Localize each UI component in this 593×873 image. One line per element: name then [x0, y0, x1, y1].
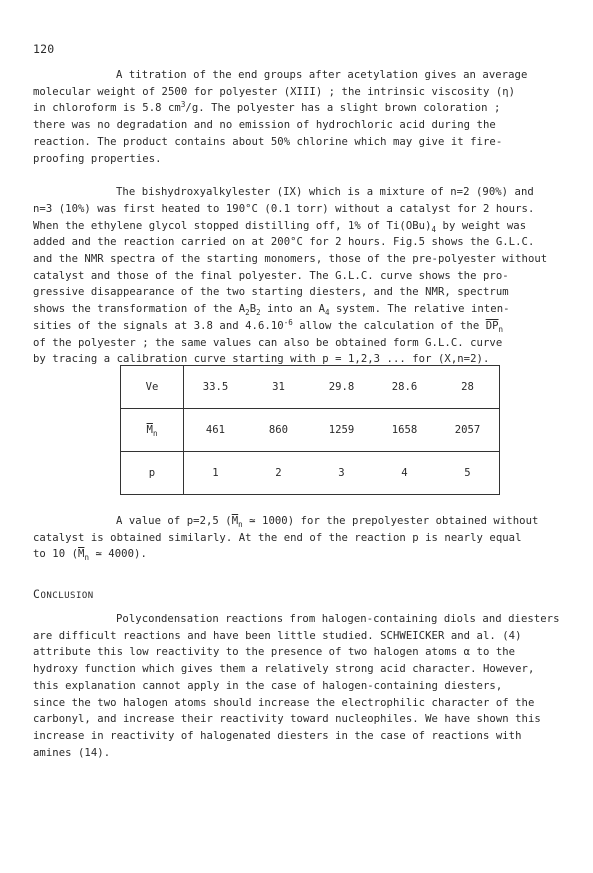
text-fragment: allow the calculation of the	[292, 319, 486, 332]
paragraph-bishydroxyalkylester	[33, 84, 563, 368]
page-number: 120	[33, 42, 55, 56]
text-line: added and the reaction carried on at 200°C for 2 hours. Fig.5 shows the G.L.C.	[33, 236, 535, 249]
text-line: attribute this low reactivity to the presence of two halogen atoms α to the	[33, 646, 516, 659]
mn-symbol: $\overline{M}$	[78, 548, 85, 561]
text-line	[33, 513, 563, 530]
subscript: n	[238, 520, 243, 529]
text-fragment: ≃ 1000) for the prepolyester obtained without	[242, 515, 539, 527]
text-line: gressive disappearance of the two starting diesters, and the NMR, spectrum	[33, 286, 509, 299]
table-cell: 2	[247, 452, 310, 495]
text-line: amines (14).	[33, 746, 111, 759]
table-cell: 1658	[373, 409, 436, 452]
heading-initial: C	[33, 587, 41, 601]
table-row-label: Ve	[121, 366, 184, 409]
subscript: 2	[256, 308, 261, 318]
table-cell: 29.8	[310, 366, 373, 409]
subscript: 2	[245, 308, 250, 318]
table-row	[121, 452, 500, 495]
text-line: Polycondensation reactions from halogen-containing diols and diesters	[116, 613, 560, 625]
text-line: by tracing a calibration curve starting with p = 1,2,3 ... for (X,n=2).	[33, 353, 490, 366]
text-fragment: B	[249, 303, 257, 316]
text-line	[33, 318, 563, 335]
subscript: n	[498, 324, 504, 334]
text-fragment: in chloroform is 5.8 cm	[33, 102, 181, 115]
table-cell: 461	[184, 409, 248, 452]
table-cell: 860	[247, 409, 310, 452]
text-fragment: system. The relative inten-	[329, 303, 510, 316]
table-cell: 1259	[310, 409, 373, 452]
text-line: n=3 (10%) was first heated to 190°C (0.1 torr) without a catalyst for 2 hours.	[33, 202, 535, 215]
table-row-label	[121, 409, 184, 452]
heading-rest: ONCLUSION	[40, 591, 94, 601]
text-fragment: to 10 (	[33, 548, 78, 561]
text-line: of the polyester ; the same values can also be obtained form G.L.C. curve	[33, 336, 503, 349]
mn-symbol: $\overline{M}$	[231, 515, 239, 527]
table-row	[121, 366, 500, 409]
paragraph-conclusion	[33, 611, 563, 761]
text-line: increase in reactivity of halogenated diesters in the case of reactions with	[33, 729, 522, 742]
text-line: there was no degradation and no emission of hydrochloric acid during the	[33, 119, 496, 132]
table-cell: 33.5	[184, 366, 248, 409]
text-fragment: A value of p=2,5 (	[116, 515, 232, 527]
text-line: reaction. The product contains about 50% chlorine which may give it fire-	[33, 135, 503, 148]
text-line	[33, 546, 563, 563]
table-cell: 1	[184, 452, 248, 495]
text-line: are difficult reactions and have been little studied. SCHWEICKER and al. (4)	[33, 629, 522, 642]
mn-symbol: $\overline{M}$	[146, 424, 153, 436]
subscript: 4	[325, 308, 330, 318]
superscript: 3	[180, 100, 186, 110]
table-cell: 28.6	[373, 366, 436, 409]
table-cell: 4	[373, 452, 436, 495]
text-fragment: When the ethylene glycol stopped distilling off, 1% of Ti(OBu)	[33, 219, 432, 232]
subscript: n	[84, 553, 90, 563]
text-fragment: sities of the signals at 3.8 and 4.6.10	[33, 319, 284, 332]
text-line: The bishydroxyalkylester (IX) which is a mixture of n=2 (90%) and	[116, 186, 534, 199]
section-heading-conclusion	[33, 587, 94, 601]
text-line: hydroxy function which gives them a relatively strong acid character. However,	[33, 663, 535, 676]
table-cell: 3	[310, 452, 373, 495]
text-fragment: by weight was	[436, 219, 527, 232]
text-line: this explanation cannot apply in the case of halogen-containing diesters,	[33, 679, 503, 692]
text-line	[33, 301, 563, 318]
text-line	[33, 218, 563, 235]
table-cell: 5	[436, 452, 500, 495]
text-fragment: /g. The polyester has a slight brown coloration ;	[185, 102, 501, 115]
calibration-table	[120, 365, 500, 495]
subscript: n	[152, 429, 158, 438]
text-line: proofing properties.	[33, 152, 162, 165]
table-cell: 31	[247, 366, 310, 409]
text-line: and the NMR spectra of the starting monomers, those of the pre-polyester without	[33, 253, 548, 266]
dp-symbol: $\overline{DP}$	[485, 319, 499, 332]
text-line: since the two halogen atoms should increase the electrophilic character of the	[33, 696, 535, 709]
text-fragment: ≃ 4000).	[89, 548, 147, 561]
text-line: molecular weight of 2500 for polyester (XIII) ; the intrinsic viscosity (η)	[33, 85, 516, 98]
table-row-label: p	[121, 452, 184, 495]
superscript: -6	[283, 317, 293, 327]
table-cell: 28	[436, 366, 500, 409]
text-fragment: into an A	[260, 303, 325, 316]
text-line: catalyst and those of the final polyester. The G.L.C. curve shows the pro-	[33, 269, 509, 282]
text-fragment: shows the transformation of the A	[33, 303, 246, 316]
text-line: catalyst is obtained similarly. At the end of the reaction p is nearly equal	[33, 531, 522, 544]
table-cell: 2057	[436, 409, 500, 452]
text-line: carbonyl, and increase their reactivity toward nucleophiles. We have shown this	[33, 713, 541, 726]
text-line: A titration of the end groups after acetylation gives an average	[116, 69, 528, 81]
table-row	[121, 409, 500, 452]
paragraph-prepolyester	[33, 513, 563, 563]
subscript: 4	[431, 224, 437, 234]
